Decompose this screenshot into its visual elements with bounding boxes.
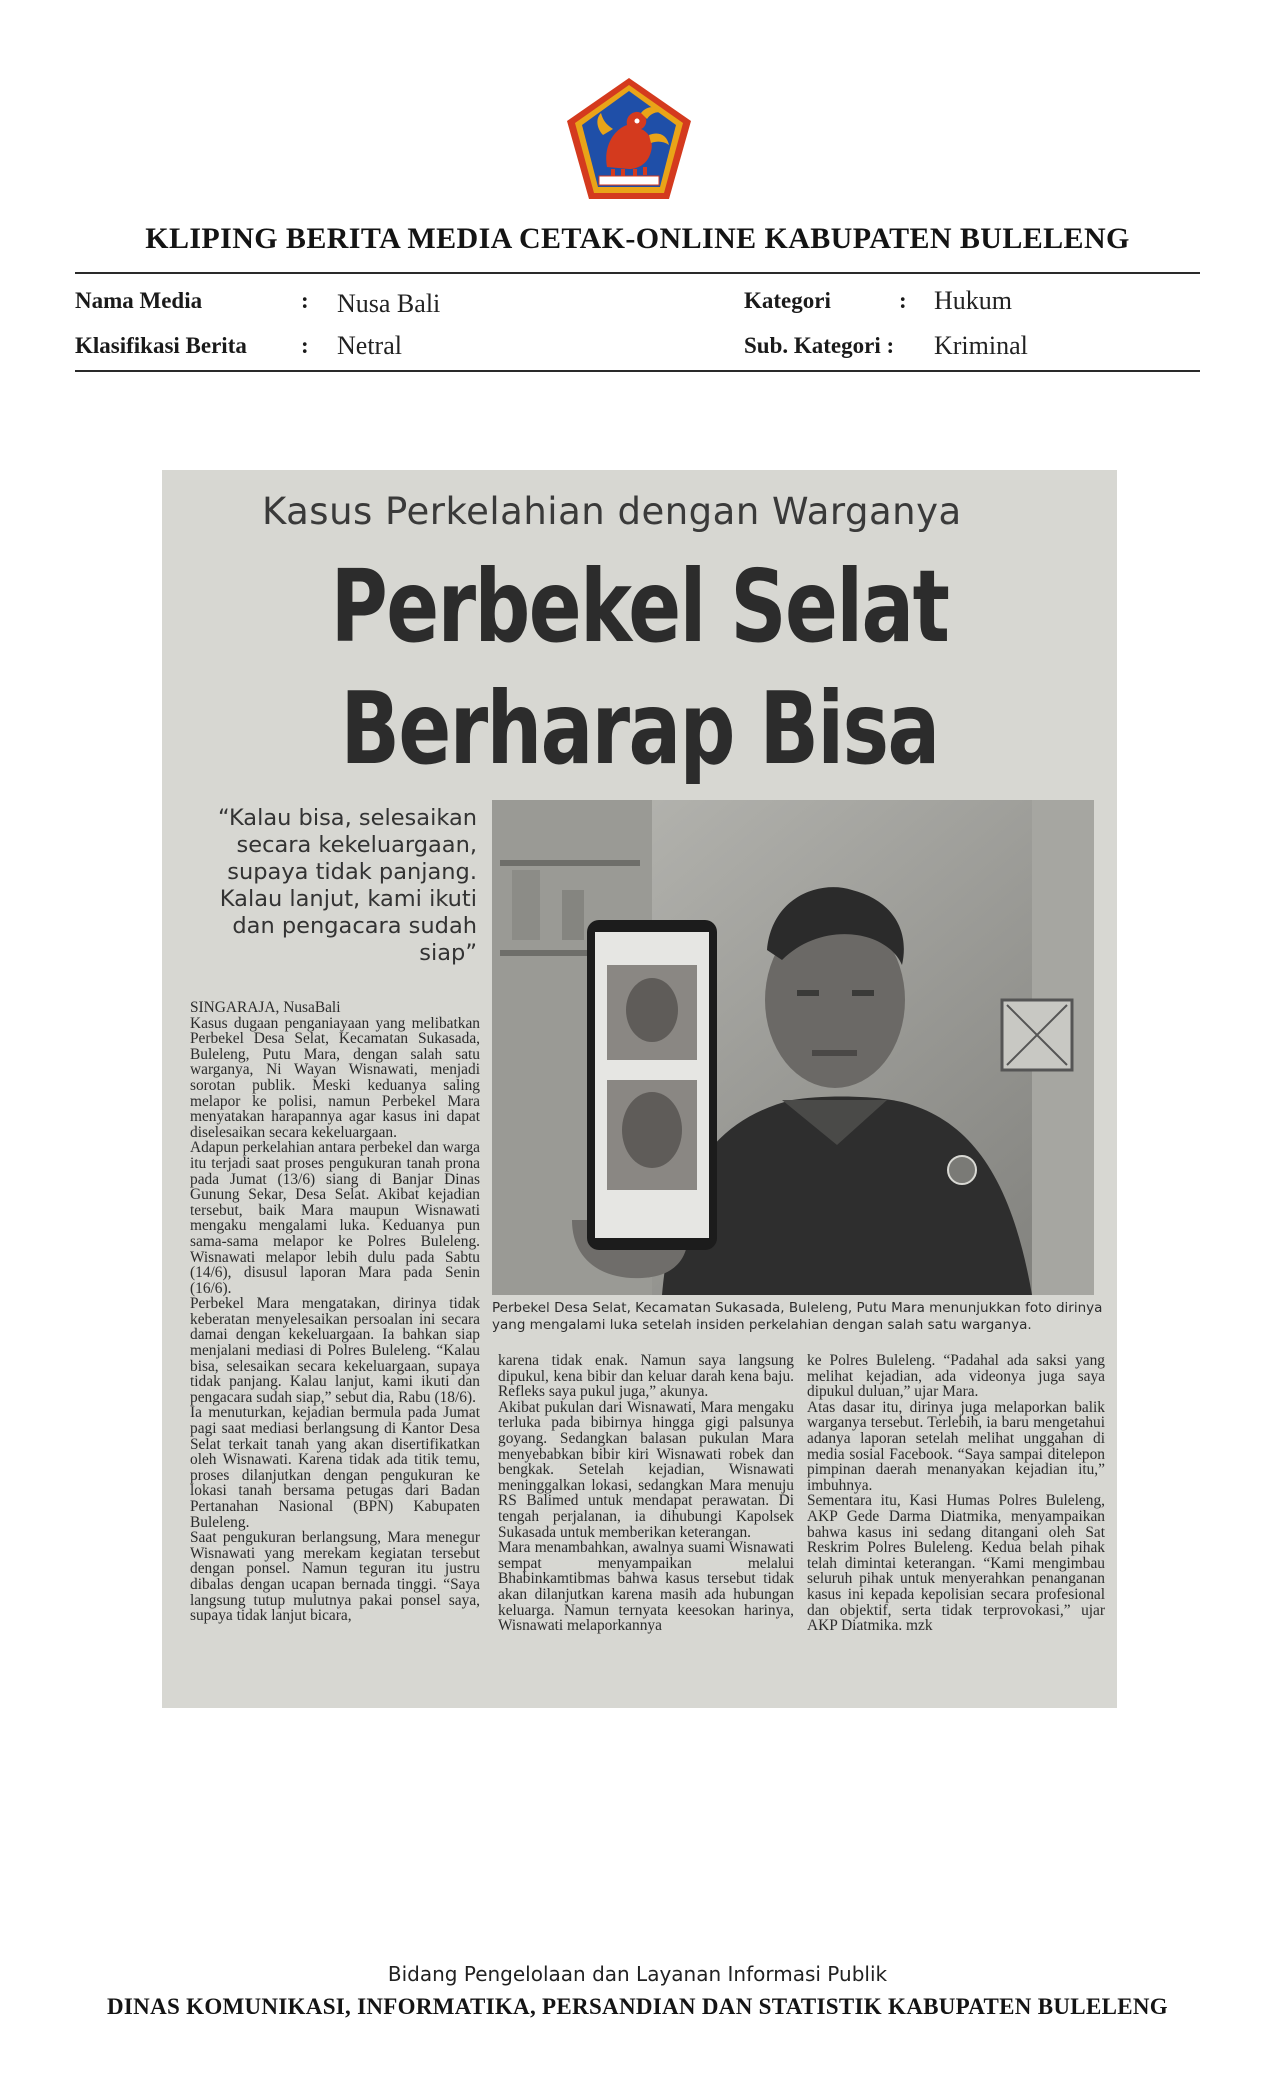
sub-kategori-value: Kriminal: [934, 331, 1028, 360]
nama-media-colon: :: [301, 288, 309, 313]
article-column-3: ke Polres Buleleng. “Padahal ada saksi yang melihat kejadian, ada videonya juga saya dipukul duluan,” ujar Mara. Atas dasar itu, dirinya juga melaporkan balik warganya tersebut. Terlebih, ia baru mengetahui adanya laporan setelah melihat unggahan di media sosial Facebook. “Saya sampai ditelepon pimpinan daerah menanyakan kejadian itu,” imbuhnya. Sementara itu, Kasi Humas Polres Buleleng, AKP Gede Darma Diatmika, menyampaikan bahwa kasus ini sedang ditangani oleh Sat Reskrim Polres Buleleng. Kedua belah pihak telah dimintai keterangan. “Kami mengimbau seluruh pihak untuk menyerahkan penanganan kasus ini kepada kepolisian secara profesional dan objektif, serta tidak terprovokasi,” ujar AKP Diatmika. mzk: [807, 1352, 1105, 1635]
klasifikasi-berita-value: Netral: [337, 331, 402, 360]
article-column-2: karena tidak enak. Namun saya langsung dipukul, kena bibir dan keluar darah kena baju. Refleks saya pukul juga,” akunya. Akibat pukulan dari Wisnawati, Mara mengaku terluka pada bibirnya hingga gigi palsunya goyang. Sedangkan balasan pukulan Mara menyebabkan bibir kiri Wisnawati robek dan bengkak. Setelah kejadian, Wisnawati meninggalkan lokasi, sedangkan Mara menuju RS Balimed untuk mendapat perawatan. Di tengah perjalanan, ia dihubungi Kapolsek Sukasada untuk memberikan keterangan. Mara menambahkan, awalnya suami Wisnawati sempat menyampaikan melalui Bhabinkamtibmas bahwa kasus tersebut tidak akan dilanjutkan karena masih ada hubungan keluarga. Namun ternyata keesokan harinya, Wisnawati melaporkannya: [498, 1352, 794, 1635]
singa-ambara-raja-emblem-icon: [563, 75, 695, 203]
article-column-1: SINGARAJA, NusaBali Kasus dugaan penganiayaan yang melibatkan Perbekel Desa Selat, Kecamatan Sukasada, Buleleng, Putu Mara, dengan salah satu warganya, Ni Wayan Wisnawati, menjadi sorotan publik. Meski keduanya saling melapor ke polisi, namun Perbekel Mara menyatakan harapannya agar kasus ini dapat diselesaikan secara kekeluargaan. Adapun perkelahian antara perbekel dan warga itu terjadi saat proses pengukuran tanah prona pada Jumat (13/6) siang di Banjar Dinas Gunung Sekar, Desa Selat. Akibat kejadian tersebut, baik Mara maupun Wisnawati mengaku mengalami luka. Keduanya pun sama-sama melapor ke Polres Buleleng. Wisnawati melapor lebih dulu pada Sabtu (14/6), disusul laporan Mara pada Senin (16/6). Perbekel Mara mengatakan, dirinya tidak keberatan menyelesaikan persoalan ini secara damai dengan kekeluargaan. Ia bahkan siap menjalani mediasi di Polres Buleleng. “Kalau bisa, selesaikan secara kekeluargaan, supaya tidak panjang. Kalau lanjut, kami ikuti dan pengacara sudah siap,” sebut dia, Rabu (18/6). Ia menuturkan, kejadian bermula pada Jumat pagi saat mediasi berlangsung di Kantor Desa Selat terkait tanah yang akan disertifikatkan oleh Wisnawati. Karena tidak ada titik temu, proses dilanjutkan dengan pengukuran ke lokasi tanah bersama petugas dari Badan Pertanahan Nasional (BPN) Kabupaten Buleleng. Saat pengukuran berlangsung, Mara menegur Wisnawati yang merekam kegiatan tersebut dengan ponsel. Namun teguran itu justru dibalas dengan ucapan bernada tinggi. “Saya langsung tutup mulutnya pakai ponsel saya, supaya tidak lanjut bicara,: [190, 999, 480, 1625]
kategori-label: Kategori: [744, 288, 831, 313]
sub-kategori-label: Sub. Kategori :: [744, 333, 895, 358]
photo-caption: Perbekel Desa Selat, Kecamatan Sukasada, Buleleng, Putu Mara menunjukkan foto dirinya yang mengalami luka setelah insiden perkelahian dengan salah satu warganya.: [492, 1300, 1103, 1333]
newspaper-clipping: [162, 470, 1117, 1708]
kategori-colon: :: [899, 288, 907, 313]
kategori-value: Hukum: [934, 286, 1012, 315]
article-pull-quote: “Kalau bisa, selesaikan secara kekeluargaan, supaya tidak panjang. Kalau lanjut, kami ikuti dan pengacara sudah siap”: [217, 805, 477, 966]
klasifikasi-berita-label: Klasifikasi Berita: [75, 333, 247, 358]
man-holding-phone-photo: [492, 800, 1094, 1295]
klasifikasi-berita-colon: :: [301, 333, 309, 358]
article-headline-line-2: Berharap Bisa: [340, 670, 939, 787]
header-divider-top: [75, 272, 1200, 274]
nama-media-label: Nama Media: [75, 288, 203, 313]
footer-department: Bidang Pengelolaan dan Layanan Informasi Publik: [387, 1962, 888, 1986]
page-title: KLIPING BERITA MEDIA CETAK-ONLINE KABUPATEN BULELENG: [145, 222, 1130, 255]
footer-agency: DINAS KOMUNIKASI, INFORMATIKA, PERSANDIAN DAN STATISTIK KABUPATEN BULELENG: [107, 1994, 1168, 2019]
nama-media-value: Nusa Bali: [337, 289, 441, 318]
header-divider-bottom: [75, 370, 1200, 372]
kabupaten-buleleng-logo: [563, 75, 695, 203]
article-photo: [492, 800, 1094, 1295]
article-headline-line-1: Perbekel Selat: [330, 548, 949, 665]
article-kicker: Kasus Perkelahian dengan Warganya: [262, 490, 962, 533]
